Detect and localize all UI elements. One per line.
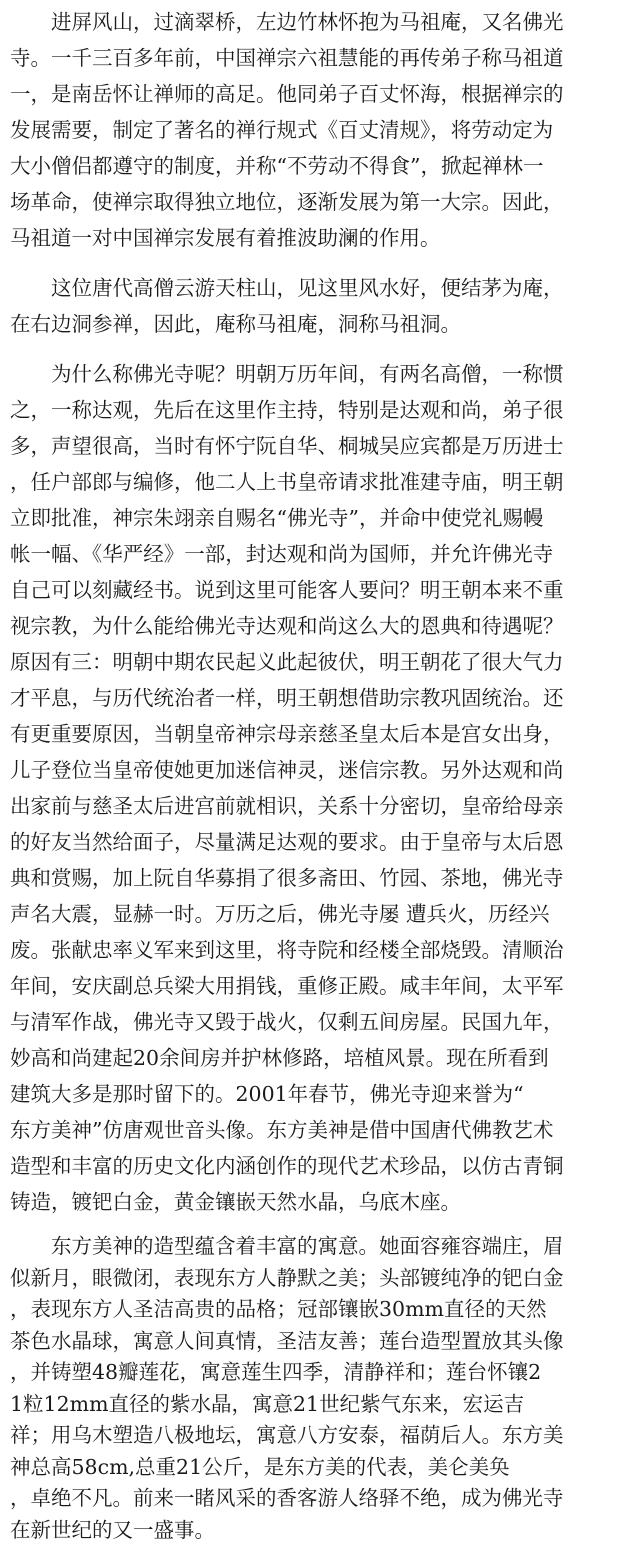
text-line: 视宗教，为什么能给佛光寺达观和尚这么大的恩典和待遇呢？: [10, 614, 564, 638]
text-line: 一，是南岳怀让禅师的高足。他同弟子百丈怀海，根据禅宗的: [10, 82, 564, 106]
text-line: 铸造，镀钯白金，黄金镶嵌天然水晶，乌底木座。: [10, 1190, 461, 1214]
text-line: 大小僧侣都遵守的制度，并称“不劳动不得食”，掀起禅林一: [10, 154, 544, 178]
text-line: 进屏风山，过滴翠桥，左边竹林怀抱为马祖庵，又名佛光: [10, 10, 564, 34]
text-line: 自己可以刻藏经书。说到这里可能客人要问？明王朝本来不重: [10, 578, 564, 602]
text-line: 妙高和尚建起20余间房并护林修路，培植风景。现在所看到: [10, 1046, 549, 1070]
text-line: 这位唐代高僧云游天柱山，见这里风水好，便结茅为庵，: [10, 276, 564, 300]
text-line: 立即批准，神宗朱翊亲自赐名“佛光寺”，并命中使党礼赐幔: [10, 506, 544, 530]
text-line: 出家前与慈圣太后进宫前就相识，关系十分密切，皇帝给母亲: [10, 794, 564, 818]
text-line: 多，声望很高，当时有怀宁阮自华、桐城吴应宾都是万历进士: [10, 434, 564, 458]
text-line: 在新世纪的又一盛事。: [10, 1517, 215, 1542]
text-line: 才平息，与历代统治者一样，明王朝想借助宗教巩固统治。还: [10, 686, 564, 710]
text-line: 场革命，使禅宗取得独立地位，逐渐发展为第一大宗。因此，: [10, 190, 564, 214]
text-line: 马祖道一对中国禅宗发展有着推波助澜的作用。: [10, 226, 441, 250]
text-line: 年间，安庆副总兵梁大用捐钱，重修正殿。咸丰年间，太平军: [10, 974, 564, 998]
text-line: 典和赏赐，加上阮自华募捐了很多斋田、竹园、茶地，佛光寺: [10, 866, 564, 890]
text-line: 之，一称达观，先后在这里作主持，特别是达观和尚，弟子很: [10, 398, 564, 422]
text-line: ，任户部郎与编修，他二人上书皇帝请求批准建寺庙，明王朝: [10, 470, 564, 494]
text-line: 似新月，眼微闭，表现东方人静默之美；头部镀纯净的钯白金: [10, 1265, 564, 1290]
text-line: 神总高58cm,总重21公斤，是东方美的代表，美仑美奂: [10, 1454, 510, 1479]
text-line: 在右边洞参禅，因此，庵称马祖庵，洞称马祖洞。: [10, 312, 461, 336]
text-line: ，并铸塑48瓣莲花，寓意莲生四季，清静祥和；莲台怀镶2: [10, 1360, 542, 1384]
text-line: 原因有三：明朝中期农民起义此起彼伏，明王朝花了很大气力: [10, 650, 564, 674]
text-line: 废。张献忠率义军来到这里，将寺院和经楼全部烧毁。清顺治: [10, 938, 564, 962]
text-line: 造型和丰富的历史文化内涵创作的现代艺术珍品，以仿古青铜: [10, 1154, 564, 1178]
text-line: 建筑大多是那时留下的。2001年春节，佛光寺迎来誉为“: [10, 1082, 524, 1106]
text-line: 寺。一千三百多年前，中国禅宗六祖慧能的再传弟子称马祖道: [10, 46, 564, 70]
text-line: 祥；用乌木塑造八极地坛，寓意八方安泰，福荫后人。东方美: [10, 1423, 564, 1447]
text-line: ，卓绝不凡。前来一睹风采的香客游人络驿不绝，成为佛光寺: [10, 1486, 564, 1510]
text-line: 儿子登位当皇帝使她更加迷信神灵，迷信宗教。另外达观和尚: [10, 758, 564, 782]
text-line: 茶色水晶球，寓意人间真情，圣洁友善；莲台造型置放其头像: [10, 1328, 564, 1353]
text-line: 为什么称佛光寺呢？明朝万历年间，有两名高僧，一称惯: [10, 362, 564, 386]
text-line: 与清军作战，佛光寺又毁于战火，仅剩五间房屋。民国九年，: [10, 1010, 564, 1034]
text-line: 声名大震，显赫一时。万历之后，佛光寺屡 遭兵火，历经兴: [10, 902, 550, 926]
text-line: 的好友当然给面子，尽量满足达观的要求。由于皇帝与太后恩: [10, 830, 564, 854]
text-line: ，表现东方人圣洁高贵的品格；冠部镶嵌30mm直径的天然: [10, 1297, 547, 1321]
text-line: 东方美神的造型蕴含着丰富的寓意。她面容雍容端庄，眉: [10, 1234, 564, 1258]
text-line: 东方美神”仿唐观世音头像。东方美神是借中国唐代佛教艺术: [10, 1118, 554, 1142]
text-line: 有更重要原因，当朝皇帝神宗母亲慈圣皇太后本是宫女出身，: [10, 722, 564, 746]
text-line: 发展需要，制定了著名的禅行规式《百丈清规》，将劳动定为: [10, 118, 554, 142]
text-line: 帐一幅、《华严经》一部，封达观和尚为国师，并允许佛光寺: [10, 542, 554, 566]
text-line: 1粒12mm直径的紫水晶，寓意21世纪紫气东来，宏运吉: [10, 1391, 525, 1416]
